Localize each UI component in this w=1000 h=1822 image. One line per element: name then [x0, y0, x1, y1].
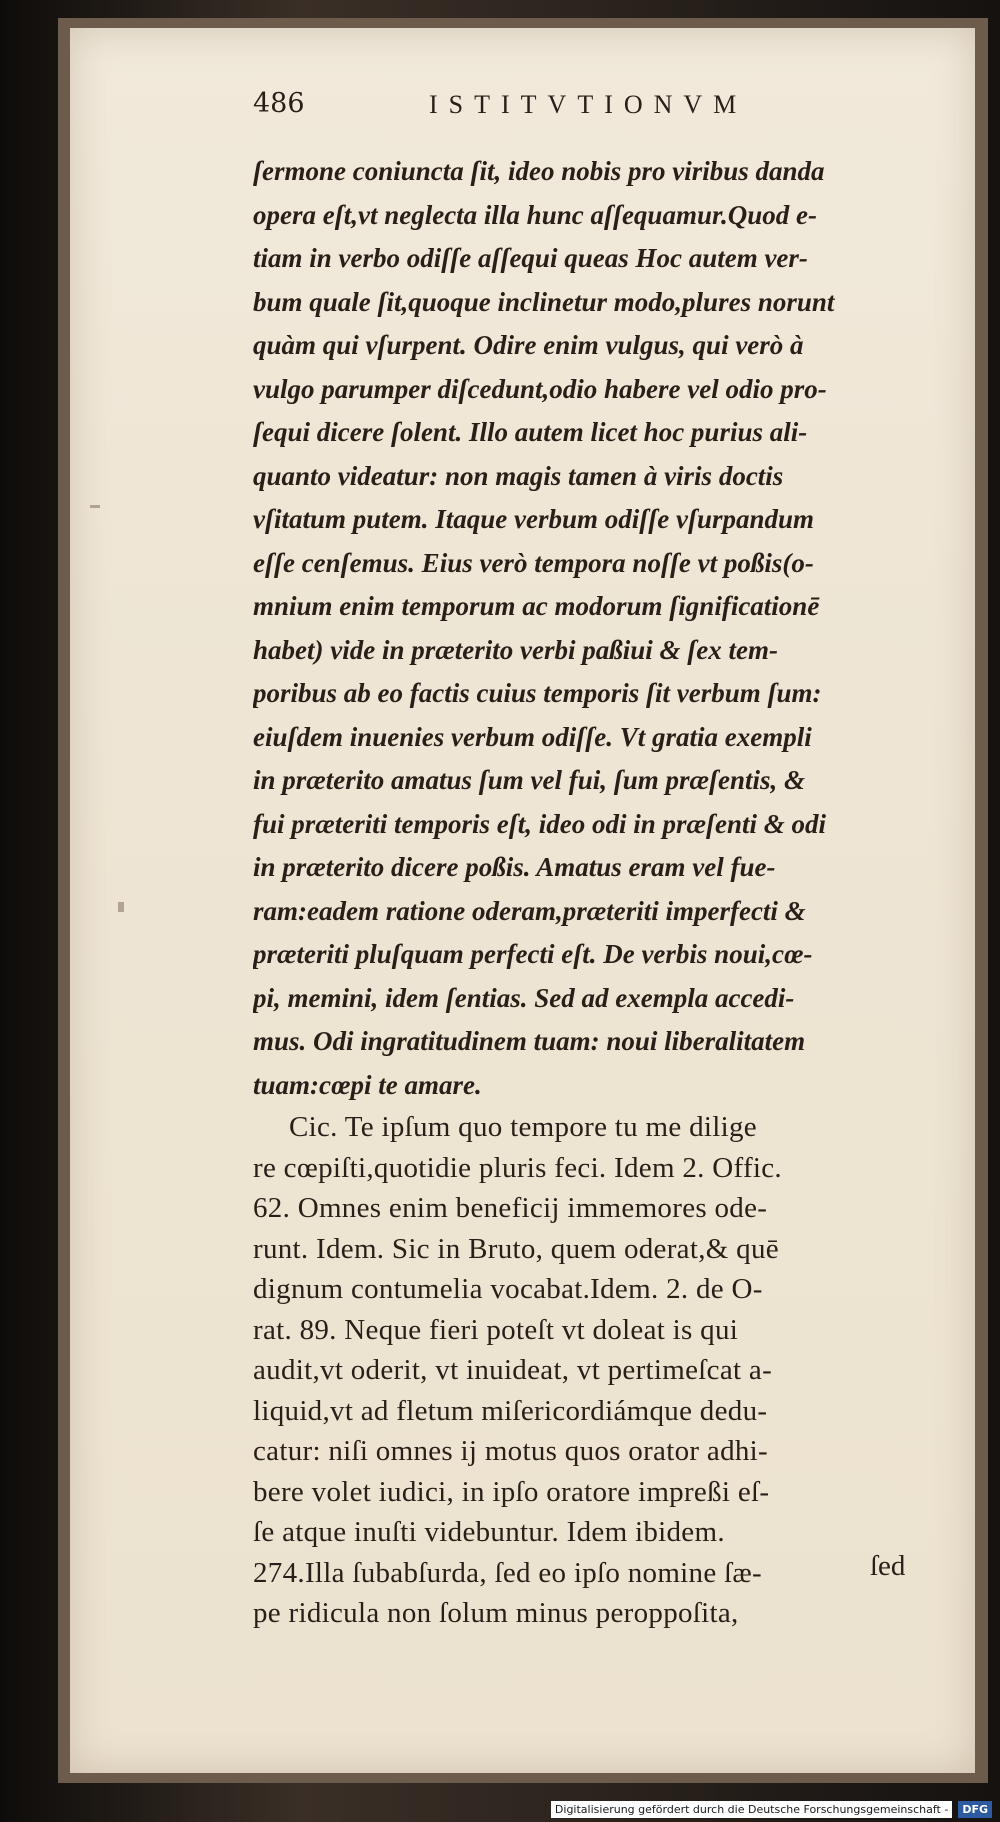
text-line: opera eſt,vt neglecta illa hunc aſſequamur.Quod e-: [253, 199, 817, 230]
digitization-footer: [551, 1801, 992, 1818]
text-line: vſitatum putem. Itaque verbum odiſſe vſurpandum: [253, 504, 815, 534]
text-line: præteriti pluſquam perfecti eſt. De verbis noui,cœ-: [253, 939, 813, 969]
catchword: ſed: [870, 1550, 906, 1582]
funding-credit: Digitalisierung gefördert durch die Deutsche Forschungsgemeinschaft -: [551, 1801, 952, 1818]
body-text: [253, 150, 923, 1634]
text-line: fui præteriti temporis eſt, ideo odi in præſenti & odi: [253, 808, 826, 839]
text-line: quanto videatur: non magis tamen à viris doctis: [253, 460, 784, 491]
text-line: poribus ab eo factis cuius temporis ſit verbum ſum:: [253, 678, 822, 708]
text-line: ſermone coniuncta ſit, ideo nobis pro viribus danda: [253, 156, 825, 186]
text-line: tuam:cœpi te amare.: [253, 1069, 482, 1100]
text-line: rat. 89. Neque fieri poteſt vt doleat is qui: [253, 1313, 739, 1346]
text-line: liquid,vt ad fletum miſericordiámque dedu-: [253, 1394, 768, 1427]
text-line: habet) vide in præterito verbi paßiui & ſex tem-: [253, 634, 778, 665]
paper-blemish: [90, 505, 100, 508]
text-line: tiam in verbo odiſſe aſſequi queas Hoc autem ver-: [253, 243, 808, 273]
text-line: vulgo parumper diſcedunt,odio habere vel odio pro-: [253, 373, 827, 404]
text-line: 274.Illa ſubabſurda, ſed eo ipſo nomine ſæ-: [253, 1556, 763, 1589]
text-line: eſſe cenſemus. Eius verò tempora noſſe vt poßis(o-: [253, 547, 814, 578]
dfg-logo: DFG: [958, 1801, 992, 1818]
text-line: in præterito amatus ſum vel fui, ſum præſentis, &: [253, 765, 806, 795]
text-line: pe ridicula non ſolum minus peroppoſita,: [253, 1597, 739, 1629]
page-number: 486: [253, 88, 305, 119]
text-line: catur: niſi omnes ij motus quos orator adhi-: [253, 1435, 768, 1467]
text-line: in præterito dicere poßis. Amatus eram vel fue-: [253, 852, 776, 882]
text-line: Cic. Te ipſum quo tempore tu me dilige: [289, 1111, 757, 1143]
text-line: bum quale ſit,quoque inclinetur modo,plures norunt: [253, 286, 835, 317]
text-line: ram:eadem ratione oderam,præteriti imperfecti &: [253, 895, 806, 926]
text-line: mnium enim temporum ac modorum ſignificationē: [253, 591, 820, 621]
text-line: pi, memini, idem ſentias. Sed ad exempla accedi-: [253, 982, 795, 1013]
text-line: mus. Odi ingratitudinem tuam: noui liberalitatem: [253, 1026, 806, 1056]
paper-blemish: [118, 902, 124, 912]
text-line: ſe atque inuſti videbuntur. Idem ibidem.: [253, 1516, 725, 1548]
text-line: re cœpiſti,quotidie pluris feci. Idem 2. Offic.: [253, 1151, 782, 1184]
text-line: eiuſdem inuenies verbum odiſſe. Vt gratia exempli: [253, 721, 812, 752]
text-line: dignum contumelia vocabat.Idem. 2. de O-: [253, 1273, 763, 1305]
page-header: [253, 88, 813, 138]
text-line: 62. Omnes enim beneficij immemores ode-: [253, 1192, 768, 1224]
text-line: bere volet iudici, in ipſo oratore impreßi eſ-: [253, 1475, 770, 1508]
text-line: quàm qui vſurpent. Odire enim vulgus, qui verò à: [253, 330, 804, 360]
running-head: ISTITVTIONVM: [429, 90, 748, 119]
text-line: ſequi dicere ſolent. Illo autem licet hoc purius ali-: [253, 417, 808, 447]
text-line: audit,vt oderit, vt inuideat, vt pertimeſcat a-: [253, 1354, 773, 1386]
text-line: runt. Idem. Sic in Bruto, quem oderat,& quē: [253, 1232, 779, 1265]
